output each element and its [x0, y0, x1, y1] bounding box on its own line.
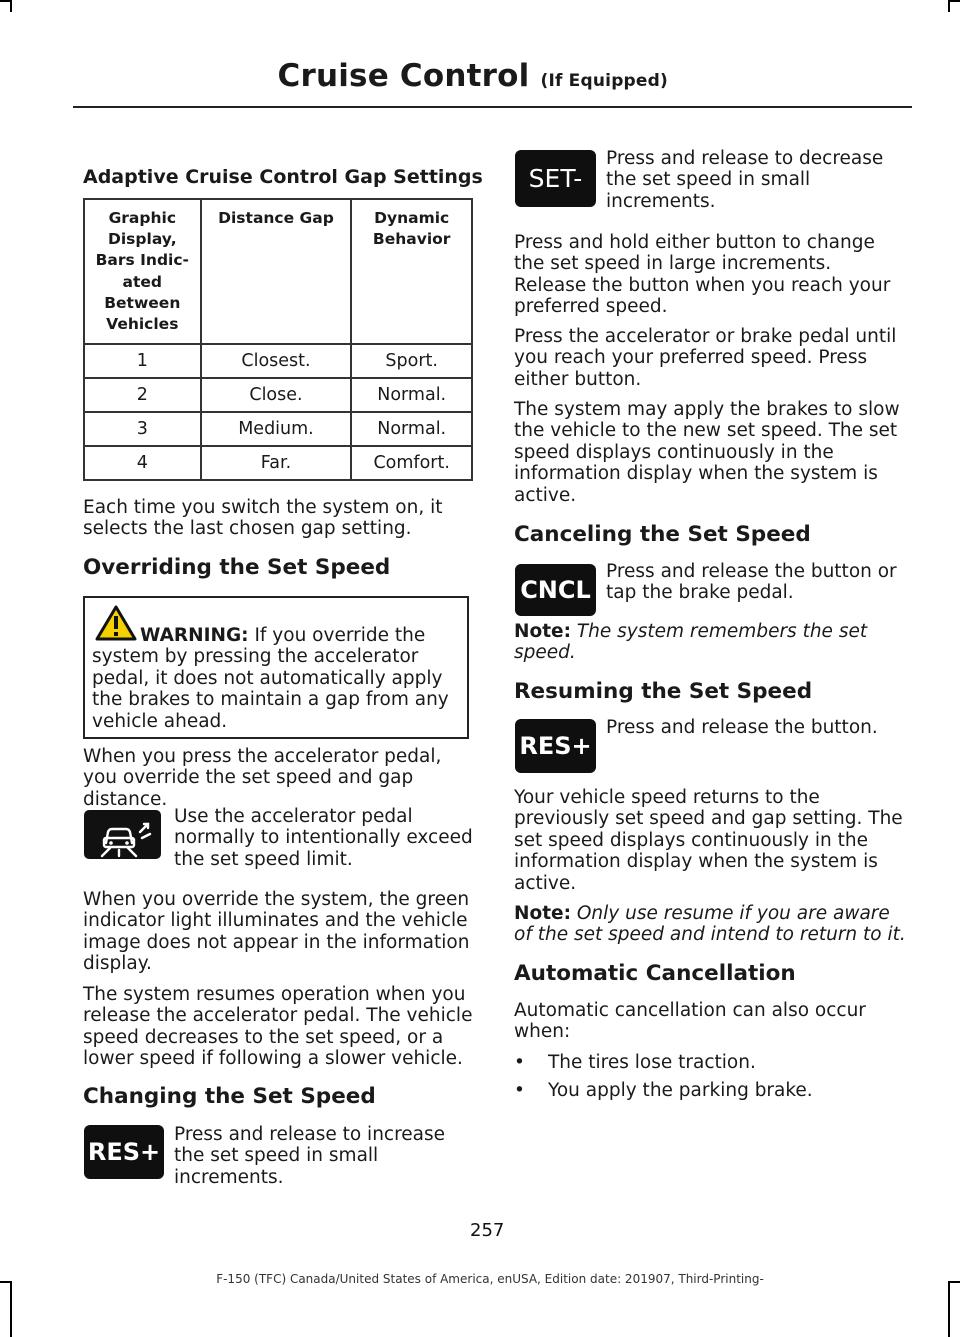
override-paragraph-2: When you override the system, the green indicator light illuminates and the vehicle image does not appear in the information display.: [83, 889, 470, 975]
table-row: [84, 412, 472, 446]
gap-note-paragraph: Each time you switch the system on, it selects the last chosen gap setting.: [83, 497, 443, 540]
edition-footer: F-150 (TFC) Canada/United States of America, enUSA, Edition date: 201907, Third-Printing-: [216, 1272, 764, 1286]
gap-settings-heading: Adaptive Cruise Control Gap Settings: [83, 166, 483, 188]
table-cell: Closest.: [201, 344, 352, 378]
table-cell: 2: [84, 378, 201, 412]
acc-override-icon: [84, 810, 161, 859]
list-item-text: The tires lose traction.: [548, 1052, 756, 1073]
override-heading: Overriding the Set Speed: [83, 555, 391, 580]
override-icon-description: Use the accelerator pedal normally to intentionally exceed the set speed limit.: [174, 806, 473, 870]
note-resume: [514, 903, 908, 946]
list-item-text: You apply the parking brake.: [548, 1080, 813, 1101]
crop-mark: [948, 1281, 960, 1283]
table-cell: Normal.: [351, 412, 472, 446]
warning-text: If you override the system by pressing the accelerator pedal, it does not automatically apply the brakes to maintain a gap from any vehicle ahead.: [92, 625, 449, 732]
header-divider: [73, 106, 912, 108]
cncl-description: Press and release the button or tap the brake pedal.: [606, 561, 897, 604]
note-text: Only use resume if you are aware of the set speed and intend to return to it.: [514, 903, 906, 946]
column-header: Distance Gap: [201, 199, 352, 344]
pedal-paragraph: Press the accelerator or brake pedal until you reach your preferred speed. Press either button.: [514, 326, 897, 390]
override-paragraph-1: When you press the accelerator pedal, you override the set speed and gap distance.: [83, 746, 442, 810]
res-plus-button-icon: RES+: [84, 1125, 164, 1179]
note-label: Note:: [514, 903, 571, 924]
page-number: 257: [470, 1220, 505, 1241]
warning-label: WARNING:: [140, 625, 249, 646]
warning-paragraph: [92, 625, 464, 732]
res-resume-description: Press and release the button.: [606, 717, 878, 738]
set-decrease-description: Press and release to decrease the set speed in small increments.: [606, 148, 884, 212]
crop-mark: [10, 1283, 12, 1337]
crop-mark: [0, 1281, 12, 1283]
hold-paragraph: Press and hold either button to change the set speed in large increments. Release the button when you reach your preferred speed.: [514, 232, 891, 318]
column-header: Dynamic Behavior: [351, 199, 472, 344]
auto-cancel-paragraph: Automatic cancellation can also occur when:: [514, 1000, 866, 1043]
gap-settings-table: [83, 198, 473, 481]
brakes-paragraph: The system may apply the brakes to slow the vehicle to the new set speed. The set speed displays continuously in the information display when the system is active.: [514, 399, 900, 506]
table-cell: Sport.: [351, 344, 472, 378]
table-cell: 1: [84, 344, 201, 378]
table-cell: Close.: [201, 378, 352, 412]
cncl-button-icon: CNCL: [515, 564, 596, 616]
cancel-heading: Canceling the Set Speed: [514, 522, 811, 547]
table-row: [84, 446, 472, 480]
table-cell: 3: [84, 412, 201, 446]
crop-mark: [948, 1283, 950, 1337]
table-header-row: [84, 199, 472, 344]
chapter-title: Cruise Control: [277, 58, 530, 94]
res-increase-description: Press and release to increase the set speed in small increments.: [174, 1124, 446, 1188]
res-plus-button-icon: RES+: [515, 719, 596, 773]
auto-cancel-heading: Automatic Cancellation: [514, 961, 796, 986]
changing-heading: Changing the Set Speed: [83, 1084, 376, 1109]
table-cell: Normal.: [351, 378, 472, 412]
table-cell: 4: [84, 446, 201, 480]
table-row: [84, 378, 472, 412]
set-minus-button-icon: SET-: [515, 150, 596, 207]
table-cell: Medium.: [201, 412, 352, 446]
resume-heading: Resuming the Set Speed: [514, 679, 813, 704]
returns-paragraph: Your vehicle speed returns to the previously set speed and gap setting. The set speed displays continuously in the information display when the system is active.: [514, 787, 903, 894]
note-label: Note:: [514, 621, 571, 642]
note-remember: [514, 621, 908, 664]
override-paragraph-3: The system resumes operation when you release the accelerator pedal. The vehicle speed decreases to the set speed, or a lower speed if following a slower vehicle.: [83, 984, 473, 1070]
crop-mark: [948, 0, 950, 12]
chapter-title-suffix: (If Equipped): [540, 71, 668, 91]
column-header: Graphic Display, Bars Indic-ated Between Vehicles: [84, 199, 201, 344]
note-text: The system remembers the set speed.: [514, 621, 868, 664]
table-cell: Comfort.: [351, 446, 472, 480]
warning-box: [83, 596, 469, 739]
table-cell: Far.: [201, 446, 352, 480]
table-row: [84, 344, 472, 378]
crop-mark: [10, 0, 12, 12]
page-title: [278, 58, 668, 94]
